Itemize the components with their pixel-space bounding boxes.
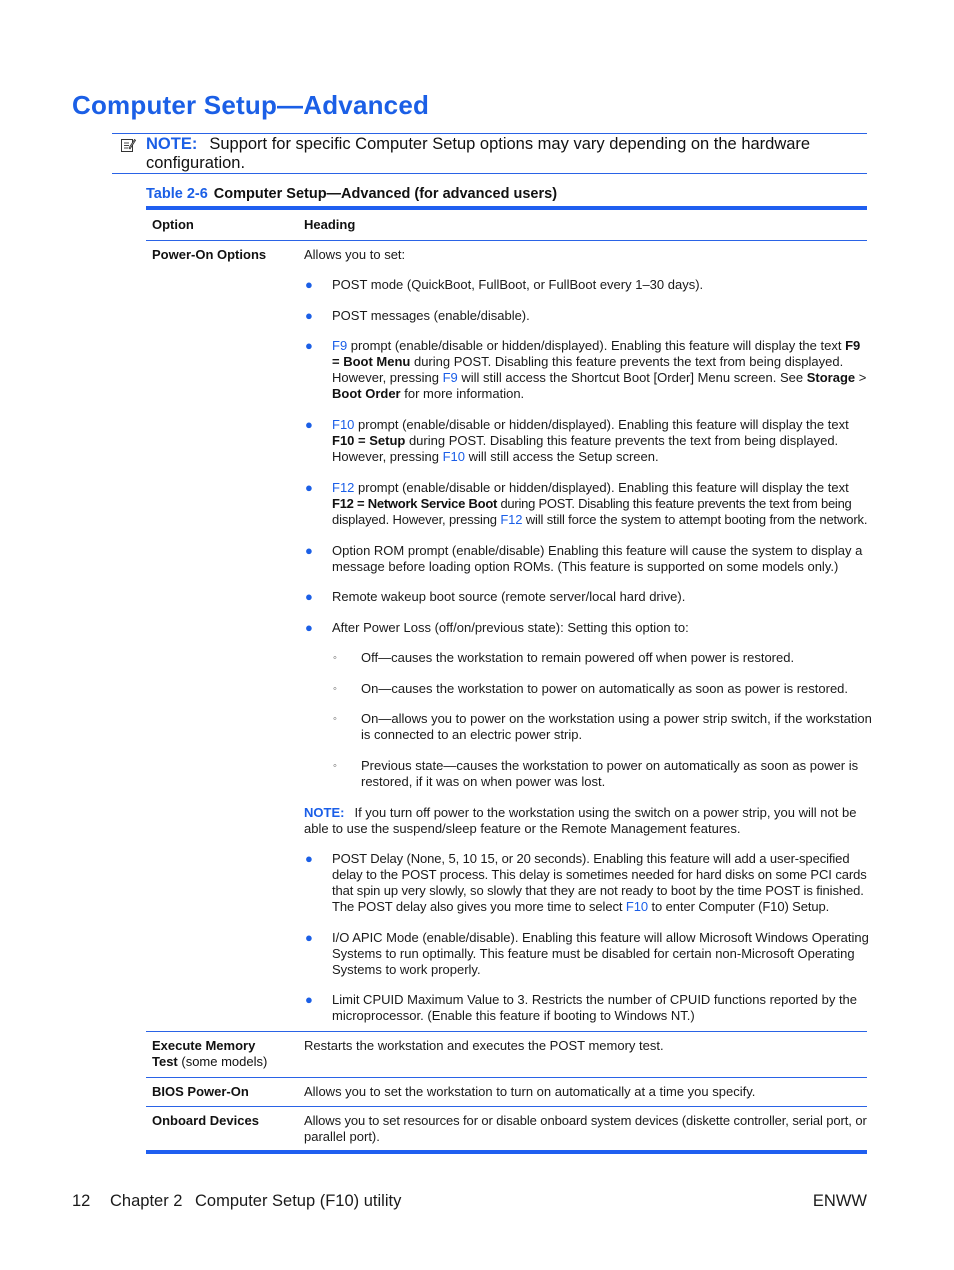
row-divider: [146, 1031, 867, 1032]
row-divider: [146, 1106, 867, 1107]
list-item-f10: F10 prompt (enable/disable or hidden/displayed). Enabling this feature will display the text F10 = Setup during POST. Disabling this feature prevents the text from being displayed. However, pressing F10 will still access the Setup screen.: [332, 417, 849, 464]
option-execute-memory-test: Execute Memory Test (some models): [152, 1038, 268, 1069]
sub-list-item: On—causes the workstation to power on automatically as soon as power is restored.: [361, 681, 849, 696]
note-body: Support for specific Computer Setup options may vary depending on the hardware configuration.: [146, 135, 811, 172]
footer-chapter: Chapter 2: [110, 1192, 183, 1210]
bios-power-on-text: Allows you to set the workstation to turn on automatically at a time you specify.: [304, 1084, 756, 1099]
list-item: After Power Loss (off/on/previous state): Setting this option to:: [332, 620, 689, 635]
note-box: [112, 133, 867, 174]
footer-chapter-title: Computer Setup (F10) utility: [195, 1192, 402, 1210]
table-top-rule: [146, 206, 867, 210]
sub-bullet-icon: ◦: [333, 713, 337, 725]
column-header-heading: Heading: [304, 217, 356, 232]
bullet-icon: ●: [305, 851, 313, 866]
page-title: Computer Setup—Advanced: [72, 90, 430, 120]
list-item-f9: F9 prompt (enable/disable or hidden/displayed). Enabling this feature will display the text F9 = Boot Menu during POST. Disabling this feature prevents the text from being displayed. However, pressing F9 will still access the Shortcut Boot [Order] Menu screen. See Storage > Boot Order for more information.: [332, 338, 867, 401]
list-item: Remote wakeup boot source (remote server/local hard drive).: [332, 589, 686, 604]
table-number: Table 2-6: [146, 186, 208, 202]
list-item-post-delay: POST Delay (None, 5, 10 15, or 20 seconds). Enabling this feature will add a user-specified delay to the POST process. This delay is sometimes needed for hard disks on some PCI cards that spin up very slowly, so slowly that they are not ready to boot by the time POST is finished. The POST delay also gives you more time to select F10 to enter Computer (F10) Setup.: [332, 851, 867, 914]
sub-list-item: On—allows you to power on the workstation using a power strip switch, if the workstation is connected to an electric power strip.: [361, 711, 872, 742]
list-item: POST messages (enable/disable).: [332, 308, 530, 323]
inline-note-label: NOTE:: [304, 805, 345, 820]
bullet-icon: ●: [305, 308, 313, 323]
sub-bullet-icon: ◦: [333, 652, 337, 664]
bullet-icon: ●: [305, 620, 313, 635]
header-rule: [146, 240, 867, 241]
bullet-icon: ●: [305, 589, 313, 604]
table-title: Computer Setup—Advanced (for advanced users): [213, 186, 558, 202]
bullet-icon: ●: [305, 543, 313, 558]
note-icon: [120, 137, 136, 153]
list-item: Option ROM prompt (enable/disable) Enabling this feature will cause the system to display a message before loading option ROMs. (This feature is supported on some models only.): [332, 543, 863, 574]
list-item: Limit CPUID Maximum Value to 3. Restricts the number of CPUID functions reported by the microprocessor. (Enable this feature if booting to Windows NT.): [332, 992, 858, 1023]
option-bios-power-on: BIOS Power-On: [152, 1084, 249, 1099]
sub-list-item: Previous state—causes the workstation to power on automatically as soon as power is restored, if it was on when power was lost.: [361, 758, 859, 789]
bullet-icon: ●: [305, 277, 313, 292]
bullet-icon: ●: [305, 417, 313, 432]
page-number: 12: [72, 1192, 91, 1210]
f10-link[interactable]: F10: [442, 449, 465, 464]
inline-note: NOTE: If you turn off power to the workstation using the switch on a power strip, you will not be able to use the suspend/sleep feature or the Remote Management features.: [304, 805, 857, 836]
f10-link[interactable]: F10: [332, 417, 355, 432]
list-item-f12: F12 prompt (enable/disable or hidden/displayed). Enabling this feature will display the text F12 = Network Service Boot during POST. Disabling this feature prevents the text from being displayed. However, pressing F12 will still force the system to attempt booting from the network.: [332, 480, 868, 527]
onboard-devices-text: Allows you to set resources for or disable onboard system devices (diskette controller, serial port, or parallel port).: [304, 1113, 867, 1144]
f9-link[interactable]: F9: [332, 338, 348, 353]
row-divider: [146, 1077, 867, 1078]
bullet-icon: ●: [305, 992, 313, 1007]
power-on-intro: Allows you to set:: [304, 247, 406, 262]
bullet-icon: ●: [305, 338, 313, 353]
execute-memory-test-text: Restarts the workstation and executes the POST memory test.: [304, 1038, 664, 1053]
bullet-icon: ●: [305, 930, 313, 945]
bullet-icon: ●: [305, 480, 313, 495]
option-power-on-options: Power-On Options: [152, 247, 267, 262]
list-item: POST mode (QuickBoot, FullBoot, or FullBoot every 1–30 days).: [332, 277, 704, 292]
option-onboard-devices: Onboard Devices: [152, 1113, 259, 1128]
sub-bullet-icon: ◦: [333, 683, 337, 695]
column-header-option: Option: [152, 217, 194, 232]
f10-link[interactable]: F10: [625, 899, 649, 914]
sub-list-item: Off—causes the workstation to remain powered off when power is restored.: [361, 650, 795, 665]
f9-link[interactable]: F9: [442, 370, 458, 385]
f12-link[interactable]: F12: [500, 512, 523, 527]
f12-link[interactable]: F12: [332, 480, 355, 495]
note-text: [146, 135, 846, 173]
sub-bullet-icon: ◦: [333, 760, 337, 772]
table-bottom-rule: [146, 1150, 867, 1154]
list-item: I/O APIC Mode (enable/disable). Enabling this feature will allow Microsoft Windows Operating Systems to run optimally. This feature must be disabled for certain non-Microsoft Operating Systems to work properly.: [332, 930, 869, 977]
note-label: NOTE:: [146, 135, 198, 153]
table-caption: [146, 186, 557, 202]
footer-code: ENWW: [812, 1192, 867, 1210]
